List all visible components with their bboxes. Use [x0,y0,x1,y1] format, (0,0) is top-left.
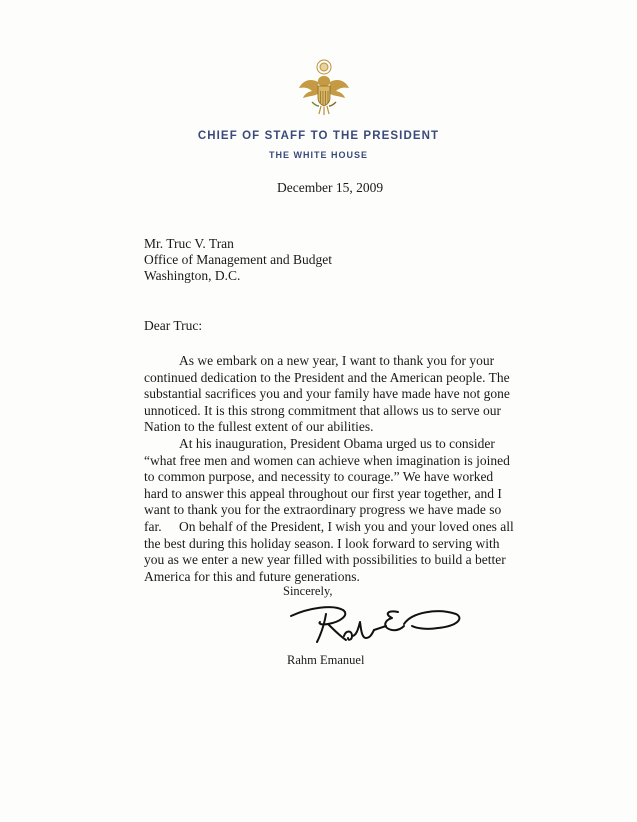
closing: Sincerely, [283,584,333,598]
eagle-seal-icon [297,58,351,120]
recipient-city: Washington, D.C. [144,268,241,283]
body-paragraph-2: At his inauguration, President Obama urged us to consider “what free men and women can achieve when imagination is joined to common purpose, and necessity to courage.” We have worked hard to answer this appeal throughout our first year together, and I want to thank you for the extraordinary progress we have made so far. [144,436,510,534]
body-paragraph-1: As we embark on a new year, I want to thank you for your continued dedication to the President and the American people. The substantial sacrifices you and your family have made have not gone unnoticed. It is this strong commitment that allows us to serve our Nation to the fullest extent of our abilities. [144,353,510,434]
letter-date: December 15, 2009 [277,180,384,195]
handwritten-signature [288,600,464,648]
recipient-office: Office of Management and Budget [144,252,332,267]
recipient-address [144,236,332,284]
recipient-name: Mr. Truc V. Tran [144,236,234,251]
letterhead-title: CHIEF OF STAFF TO THE PRESIDENT [197,130,440,142]
body-paragraph-3: On behalf of the President, I wish you and your loved ones all the best during this holiday season. I look forward to serving with you as we enter a new year filled with possibilities to build a better America for this and future generations. [144,519,514,584]
letterhead-subtitle: THE WHITE HOUSE [268,150,368,160]
salutation: Dear Truc: [144,318,203,333]
signer-name: Rahm Emanuel [287,653,365,667]
